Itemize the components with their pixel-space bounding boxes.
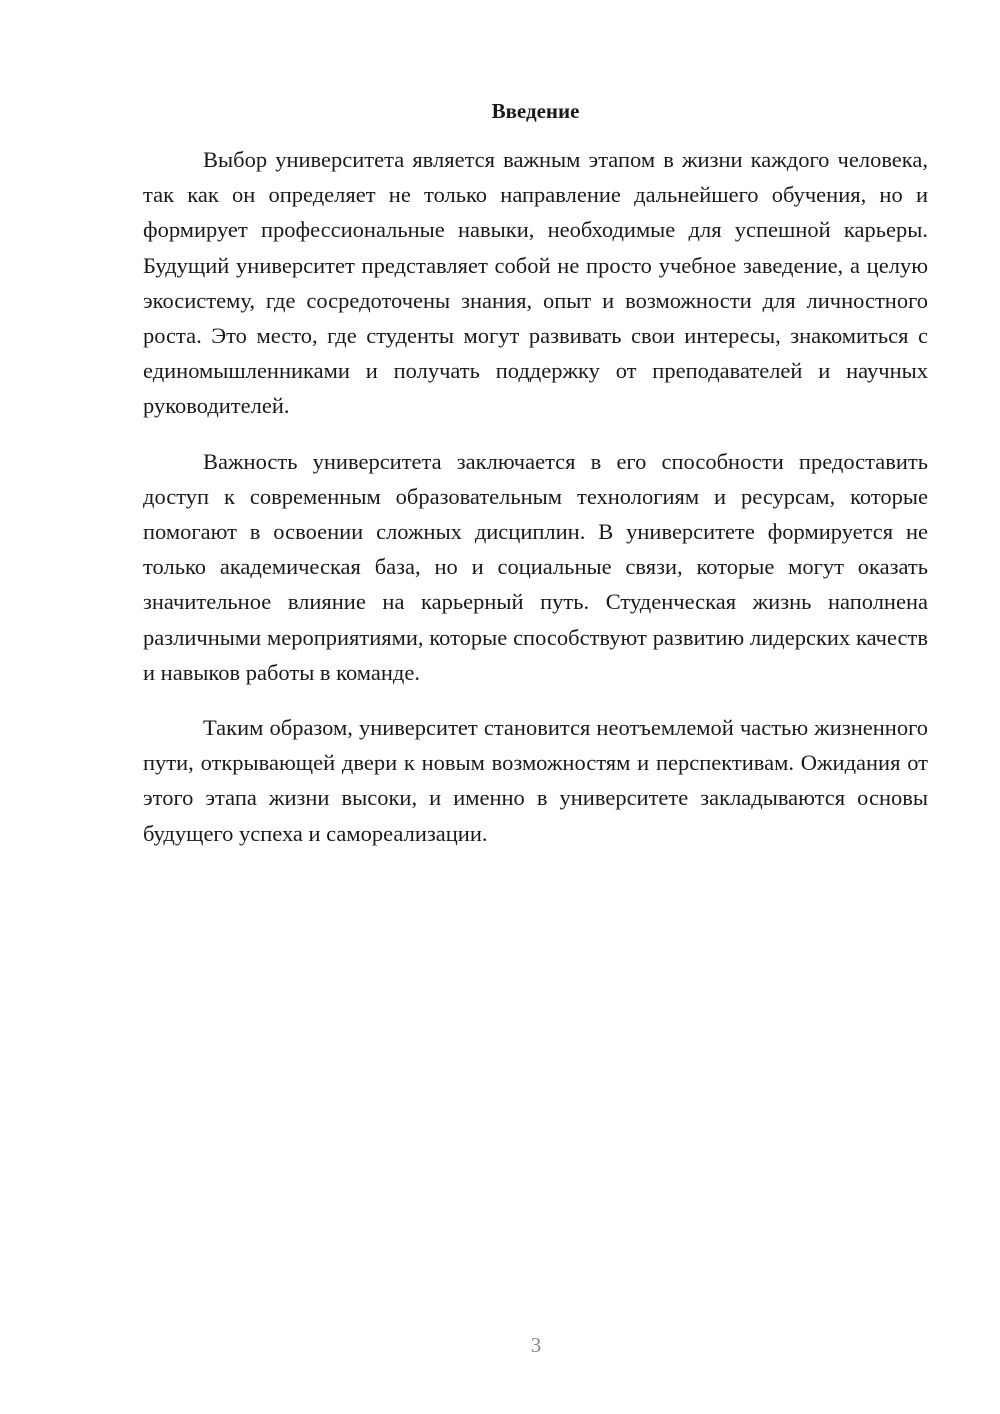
paragraph-1: Выбор университета является важным этапом в жизни каждого человека, так как он определяет не только направление дальнейшего обучения, но и формирует профессиональные навыки, необходимые для успешной карьеры. Будущий университет представляет собой не просто учебное заведение, а целую экосистему, где сосредоточены знания, опыт и возможности для личностного роста. Это место, где студенты могут развивать свои интересы, знакомиться с единомышленниками и получать поддержку от преподавателей и научных руководителей. xyxy=(143,147,928,419)
page-content xyxy=(143,95,928,871)
paragraph-3: Таким образом, университет становится неотъемлемой частью жизненного пути, открывающей двери к новым возможностям и перспективам. Ожидания от этого этапа жизни высоки, и именно в университете закладываются основы будущего успеха и самореализации. xyxy=(143,715,928,846)
page-number: 3 xyxy=(530,1333,542,1357)
paragraph-2: Важность университета заключается в его способности предоставить доступ к современным образовательным технологиям и ресурсам, которые помогают в освоении сложных дисциплин. В университете формируется не только академическая база, но и социальные связи, которые могут оказать значительное влияние на карьерный путь. Студенческая жизнь наполнена различными мероприятиями, которые способствуют развитию лидерских качеств и навыков работы в команде. xyxy=(143,448,928,685)
section-heading: Введение xyxy=(491,99,580,123)
